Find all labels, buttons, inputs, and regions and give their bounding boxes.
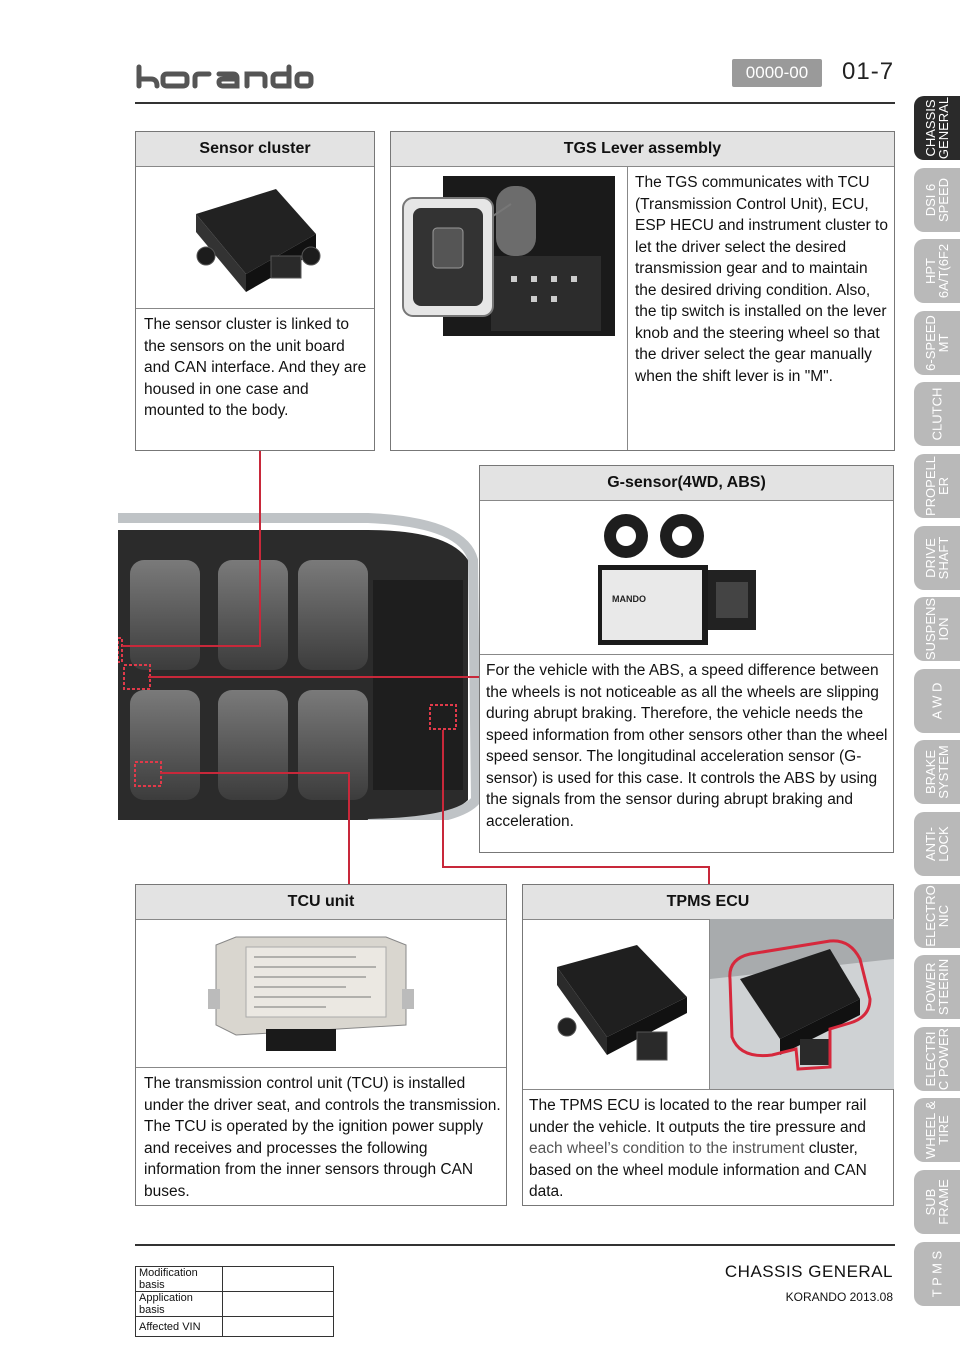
tgs-lever-box [390,131,895,451]
g-sensor-label-brand: MANDO [612,594,646,604]
side-tab[interactable] [914,382,960,446]
side-tab[interactable] [914,740,960,804]
tpms-ecu-title: TPMS ECU [523,885,893,920]
tcu-unit-title: TCU unit [136,885,506,920]
leader-line-tpms-v [442,730,444,868]
tpms-ecu-description-part2: each wheel’s condition to the instrument [529,1140,805,1157]
side-tab[interactable] [914,311,960,375]
g-sensor-description: For the vehicle with the ABS, a speed difference between the wheels is not noticeable as all the wheels are slipping during abrupt braking. Therefore, the vehicle needs the speed information from other sensors other than the wheel speed sensor. The longitudinal acceleration sensor (G-sensor) is used for this case. It controls the ABS by using the signals from the sensor during abrupt braking and acceleration. [486,662,888,830]
side-tab-label: ANTI- LOCK [923,826,951,862]
side-tab-label: DSI 6 SPEED [923,177,951,222]
side-tab[interactable] [914,168,960,232]
side-tab-label: SUB FRAME [923,1179,951,1225]
tcu-unit-description: The transmission control unit (TCU) is installed under the driver seat, and controls the transmission. The TCU is operated by the ignition power supply and receives and processes the following information from the inner sensors through CAN buses. [144,1075,501,1200]
g-sensor-image [590,510,780,650]
side-tab[interactable] [914,884,960,948]
side-tab-label: WHEEL & TIRE [923,1101,951,1160]
revision-value [223,1317,334,1337]
page-number: 01-7 [842,58,895,85]
side-tab[interactable] [914,526,960,590]
leader-line-tcu-v [348,772,350,884]
side-tab[interactable] [914,239,960,303]
sensor-cluster-title: Sensor cluster [136,132,374,167]
side-tab[interactable] [914,1027,960,1091]
revision-row [136,1317,334,1337]
side-tab-label: ELECTRO NIC [923,884,951,947]
tgs-lever-description: The TGS communicates with TCU (Transmission Control Unit), ECU, ESP HECU and instrument cluster to let the driver select the desired transmission gear and to maintain the desired driving condition. Also, the tip switch is installed on the lever knob and the steering wheel so that the driver select the gear manually when the shift lever is in "M". [635,174,888,385]
sensor-cluster-image [186,184,326,304]
leader-line-sensor-cluster [259,450,261,646]
side-tab[interactable] [914,597,960,661]
tgs-lever-image [401,176,617,342]
side-tab-label: HPT 6A/T(6F2 [923,244,951,299]
leader-line-g-sensor [148,676,480,678]
side-tab-label: CLUTCH [929,388,945,441]
tpms-ecu-image [537,937,697,1067]
section-code-badge: 0000-00 [732,59,822,87]
tpms-ecu-installed-photo [710,919,894,1089]
revision-row [136,1292,334,1317]
side-tab[interactable] [914,1098,960,1162]
revision-table [135,1266,334,1337]
tgs-lever-title: TGS Lever assembly [391,132,894,167]
g-sensor-box [479,465,894,853]
side-tab-label: T P M S [929,1250,945,1297]
footer-section-title: CHASSIS GENERAL [724,1262,893,1281]
revision-value [223,1292,334,1317]
leader-line-sensor-cluster-h [122,645,261,647]
g-sensor-title: G-sensor(4WD, ABS) [480,466,893,501]
tpms-ecu-box [522,884,894,1206]
revision-row [136,1267,334,1292]
side-tab[interactable] [914,955,960,1019]
leader-line-tpms-v2 [708,866,710,884]
side-tab[interactable] [914,812,960,876]
revision-label: Modification basis [136,1267,223,1292]
leader-line-tpms-h [442,866,710,868]
footer-model: KORANDO 2013.08 [785,1290,893,1304]
side-tab[interactable] [914,96,960,160]
revision-value [223,1267,334,1292]
revision-label: Application basis [136,1292,223,1317]
tcu-unit-image [206,925,416,1055]
korando-logo [135,64,315,90]
side-tab-label: DRIVE SHAFT [923,536,951,579]
side-tab[interactable] [914,1170,960,1234]
header-rule [135,102,895,104]
tpms-ecu-description-part3: cluster, based on the wheel module information and CAN data. [529,1140,867,1200]
sensor-cluster-box [135,131,375,451]
side-tab-label: ELECTRI C POWER [923,1027,951,1090]
side-tab[interactable] [914,454,960,518]
revision-label: Affected VIN [136,1317,223,1337]
side-tab-label: POWER STEERIN [923,959,951,1016]
side-tab-label: PROPELL ER [923,456,951,516]
tcu-unit-box [135,884,507,1206]
side-tab[interactable] [914,1242,960,1306]
side-tab-label: SUSPENS ION [923,598,951,661]
tpms-ecu-description-part1: The TPMS ECU is located to the rear bumper rail under the vehicle. It outputs the tire pressure and [529,1097,867,1136]
footer-rule [135,1244,895,1246]
side-tab-label: 6-SPEED MT [923,314,951,371]
tpms-ecu-description [529,1095,891,1203]
leader-line-tcu [160,772,350,774]
side-tab-label: BRAKE SYSTEM [923,745,951,800]
side-tab-label: CHASSIS GENERAL [923,96,951,160]
sensor-cluster-description: The sensor cluster is linked to the sensors on the unit board and CAN interface. And they are housed in one case and mounted to the body. [144,316,367,419]
side-tab-label: A W D [929,682,945,720]
side-tab[interactable] [914,669,960,733]
